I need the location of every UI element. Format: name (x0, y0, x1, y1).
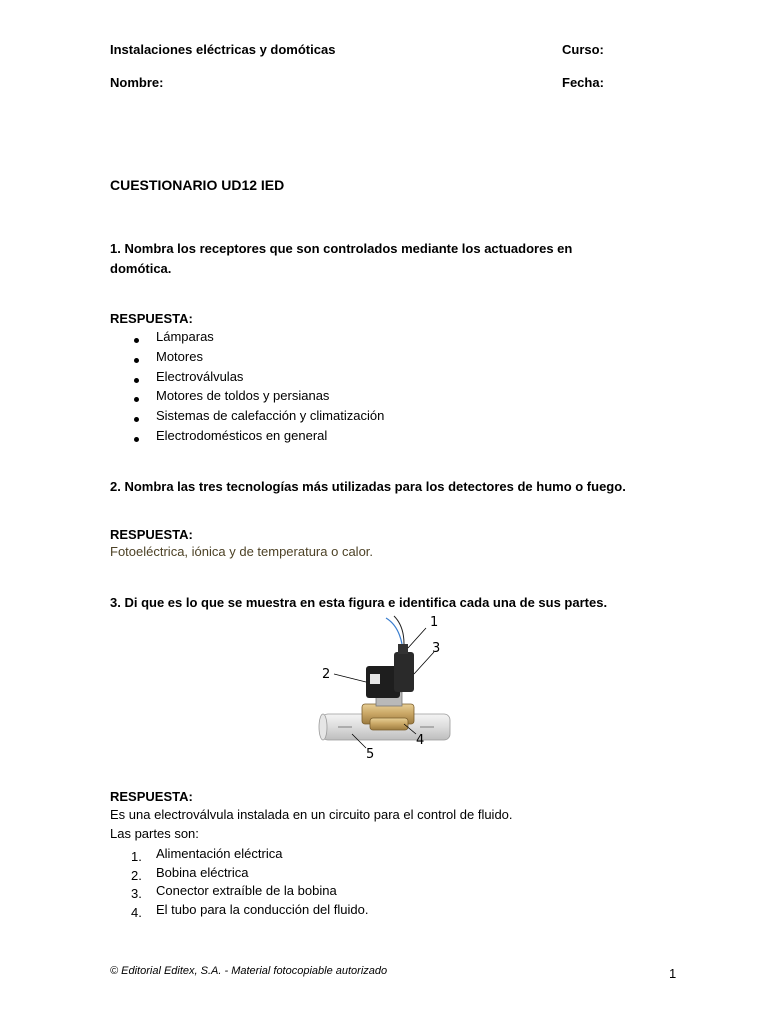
question-3-prompt: 3. Di que es lo que se muestra en esta figura e identifica cada una de sus partes. (110, 595, 608, 610)
question-3-answer-label: RESPUESTA: (110, 789, 193, 804)
list-item-text: Conector extraíble de la bobina (156, 883, 337, 899)
question-3-parts-list (110, 845, 368, 920)
page-title: CUESTIONARIO UD12 IED (110, 177, 285, 193)
list-item (110, 864, 368, 883)
solenoid-valve-figure (316, 614, 456, 764)
list-item: Electrodomésticos en general (110, 426, 384, 446)
callout-label: 2 (322, 667, 331, 682)
list-item-text: El tubo para la conducción del fluido. (156, 902, 369, 918)
list-item: Motores de toldos y persianas (110, 386, 384, 406)
question-3-answer-line-2: Las partes son: (110, 826, 199, 841)
page-number: 1 (669, 966, 677, 981)
list-item (110, 845, 368, 864)
list-item-number: 3. (131, 886, 142, 902)
list-item: Sistemas de calefacción y climatización (110, 406, 384, 426)
question-2-answer-label: RESPUESTA: (110, 527, 193, 542)
footer-copyright: © Editorial Editex, S.A. - Material fotocopiable autorizado (110, 965, 388, 977)
list-item (110, 901, 368, 920)
course-title: Instalaciones eléctricas y domóticas (110, 42, 336, 57)
fecha-label: Fecha: (562, 75, 604, 90)
question-1-answer-list (110, 327, 384, 446)
list-item: Motores (110, 347, 384, 367)
list-item-number: 1. (131, 849, 142, 864)
list-item (110, 882, 368, 901)
list-item-text: Bobina eléctrica (156, 864, 249, 880)
callout-label: 3 (432, 641, 441, 656)
question-3-answer-line-1: Es una electroválvula instalada en un circuito para el control de fluido. (110, 807, 513, 822)
callout-label: 1 (430, 615, 439, 630)
list-item-number: 4. (131, 905, 142, 921)
question-1-answer-label: RESPUESTA: (110, 311, 193, 326)
list-item-text: Alimentación eléctrica (156, 846, 283, 861)
list-item-number: 2. (131, 867, 142, 883)
curso-label: Curso: (562, 42, 604, 57)
callout-label: 5 (366, 747, 375, 762)
list-item: Lámparas (110, 327, 384, 347)
question-1-prompt: 1. Nombra los receptores que son controlados mediante los actuadores en domótica. (110, 241, 573, 276)
callout-label: 4 (416, 733, 425, 748)
nombre-label: Nombre: (110, 75, 164, 90)
question-2-prompt: 2. Nombra las tres tecnologías más utilizadas para los detectores de humo o fuego. (110, 479, 626, 494)
list-item: Electroválvulas (110, 367, 384, 387)
question-2-answer-text: Fotoeléctrica, iónica y de temperatura o calor. (110, 544, 374, 559)
